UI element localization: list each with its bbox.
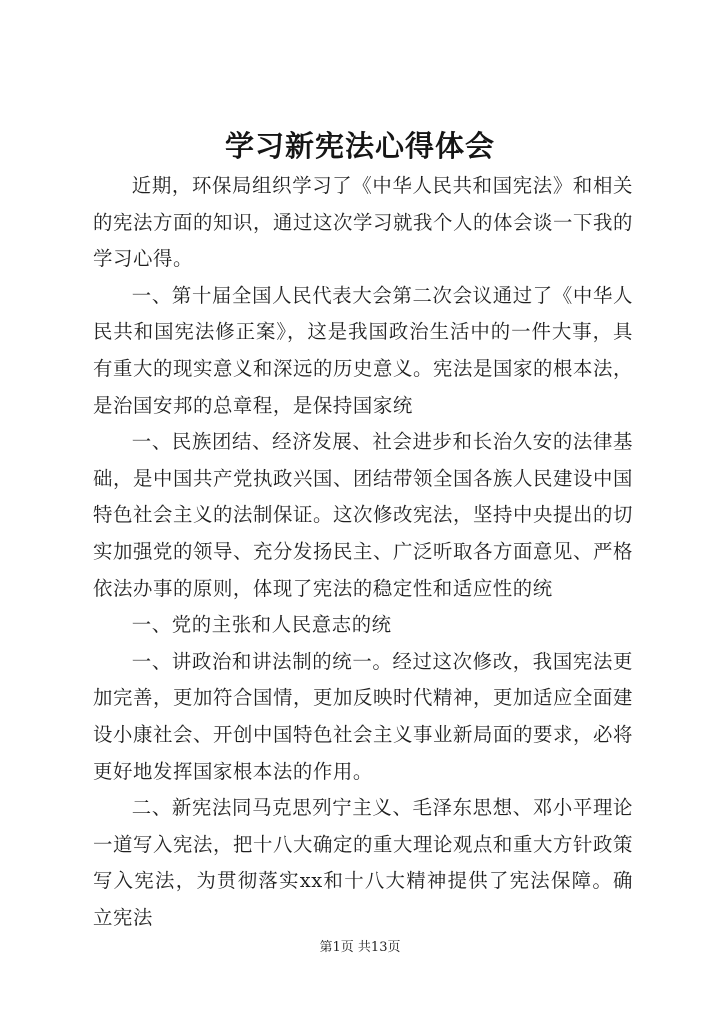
paragraph-4: 一、党的主张和人民意志的统 <box>131 613 392 637</box>
paragraph-6: 二、新宪法同马克思列宁主义、毛泽东思想、邓小平理论一道写入宪法，把十八大确定的重大理论观点和重大方针政策写入宪法，为贯彻落实xx和十八大精神提供了宪法保障。确立宪法 <box>93 796 633 929</box>
paragraph-2: 一、第十届全国人民代表大会第二次会议通过了《中华人民共和国宪法修正案》，这是我国政治生活中的一件大事，具有重大的现实意义和深远的历史意义。宪法是国家的根本法，是治国安邦的总章程，是保持国家统 <box>93 283 633 417</box>
paragraph-3: 一、民族团结、经济发展、社会进步和长治久安的法律基础，是中国共产党执政兴国、团结带领全国各族人民建设中国特色社会主义的法制保证。这次修改宪法，坚持中央提出的切实加强党的领导、充分发扬民主、广泛听取各方面意见、严格依法办事的原则，体现了宪法的稳定性和适应性的统 <box>93 430 633 600</box>
paragraph-1: 近期，环保局组织学习了《中华人民共和国宪法》和相关的宪法方面的知识，通过这次学习就我个人的体会谈一下我的学习心得。 <box>93 174 633 271</box>
document-title: 学习新宪法心得体会 <box>224 129 495 163</box>
document-body <box>93 168 633 936</box>
paragraph-5: 一、讲政治和讲法制的统一。经过这次修改，我国宪法更加完善，更加符合国情，更加反映时代精神，更加适应全面建设小康社会、开创中国特色社会主义事业新局面的要求，必将更好地发挥国家根本法的作用。 <box>93 649 633 783</box>
page-footer: 第1页 共13页 <box>319 940 401 955</box>
